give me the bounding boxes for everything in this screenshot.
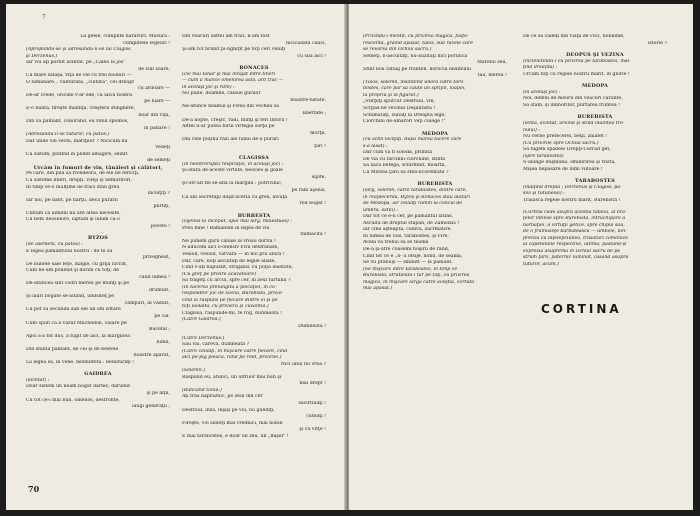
verse-line: încolţiţi ? [147, 191, 170, 197]
verse-line: Din veacuri astfel am trăit, n-am fost [182, 34, 270, 39]
stage-direction-line: (cu ochii loclţaţi, după marea tăcere care [363, 137, 462, 143]
page-number: 70 [28, 484, 40, 494]
stage-direction-line: (în acelaşi joc) : [523, 89, 561, 95]
verse-line: drumuri, [149, 287, 170, 293]
verse-line: Ascultă de dreptul stăpân, de Zamolxis ! [363, 220, 460, 226]
verse-line: Desfrâul, înză, înşişi pe voi, nu gândiţi, [182, 407, 275, 413]
verse-line: Dar tot ce e-n cer, pe pământul latins. [363, 214, 454, 220]
verse-line: Se vu prăbuşi — sminitt — la pământ. [363, 260, 453, 266]
verse-line: Cînd v-aţi năpustit, strigând, cu poţia însetate, [182, 265, 293, 271]
verse-line: Dar, care, noţi ascultaţi de legile aliate, [182, 258, 276, 264]
verse-line: Urcăm toţi cu regele nostru mărit, în glorie ! [523, 71, 630, 77]
verse-line: vedeţi [155, 145, 170, 151]
verse-line: şi cu vitţe ! [299, 427, 326, 433]
verse-line: Cînd tot ce e „n- u ofsije, nobil, de seamă, [363, 253, 463, 259]
verse-line: La geele, cumplite nărăvuri. Măsura : [80, 34, 170, 39]
speaker-name: GAIDREA [84, 371, 112, 378]
verse-line: Iar noi, pe bănt, pe harţii, deca purarii [26, 197, 118, 203]
verse-line: privegheat, [142, 255, 170, 261]
left-column-2 [182, 34, 326, 440]
verse-line: Trăiască regele nostru mărit, Burebista ! [523, 198, 621, 204]
verse-line: Prea bine ! Rămânem în legea de voi [182, 225, 270, 231]
stage-direction-line: Burebista, strutându-i tar pe toţi, cu privirea [363, 273, 470, 279]
curtain-heading: CORTINA [541, 302, 622, 316]
verse-line: Altfel n-ar putea birui virtegia sorţii pe [182, 124, 275, 130]
stage-direction-line: (Adresându-li-se tuturor, cu patos.) [26, 132, 110, 138]
stage-direction-line: la propriu şi la figurat.) [363, 92, 419, 98]
verse-line: Cum spun că a văzut Machedon, călare pe [26, 320, 127, 326]
stage-direction-line: de Medopa, iar ceilalţi rămîn la concul de [363, 201, 463, 207]
verse-line: cu ardoare — [138, 86, 170, 92]
verse-line: Că pot să secundă sub ele un om zdtare [26, 307, 121, 313]
left-page [6, 4, 346, 510]
verse-line: Ne-atunce neamul şi Firea din vechea sa [182, 104, 279, 110]
stage-direction-line: respondtor joc de scenă, Burebista, provo- [182, 291, 284, 297]
verse-line: noastre apărat, [133, 353, 170, 359]
speaker-name: BYZOS [88, 235, 108, 242]
stage-direction-line: (Către ceilalţi, în mişcare către fiecare, cînd [182, 348, 288, 354]
verse-line: Ciorchini de-amarori veţi culege !" [363, 119, 446, 125]
stage-direction-line: cind la răspuns pe fiecare dintre ei şi pe [182, 297, 278, 303]
verse-line: ispite, [311, 174, 326, 180]
right-column-1 [363, 34, 507, 293]
stage-direction-line: — cum îl mănce omenirea asta, ard trac — [182, 78, 284, 84]
verse-line: lumii, [156, 340, 170, 346]
verse-line: Şi-afară de-aceste vîrtute, neocies şi goale [182, 168, 283, 174]
verse-line: De-a nopte, creştc, radi, minţi şi feri întoru ! [182, 117, 288, 123]
stage-direction-line: rescentă, grăind apăsat, tăios, sub razele care [363, 40, 473, 46]
verse-line: Cum ne-am ponenit şi dorim cu toţi, de [26, 268, 120, 274]
page-top-mark: 7 [42, 14, 46, 21]
stage-direction-line: strum ţării, paternic luminat, căsănd asupra [523, 255, 629, 261]
verse-line: Din cele puţinu râzi ale lumii de-a purări [182, 137, 279, 143]
verse-line: Nici unul nu vrea ? [280, 361, 326, 367]
verse-line: Răspund eu, atunci, un ultriior mai bun şi [182, 374, 282, 380]
stage-direction-line: (În tăcerea prelungită a plecăţiei, în co- [182, 284, 277, 290]
verse-line: tău, mereu ! [477, 73, 507, 79]
verse-line: S-alunge duşmanii, sminirirea şi trista, [523, 160, 616, 166]
verse-line: pe cal. [154, 313, 170, 319]
verse-line: Apoi s-a tot dus, a fugit de aici, la marginea [26, 333, 130, 339]
verse-line: Iar voi aţi pornit avîntat, pe „Calea la jos" [26, 60, 126, 66]
right-page [349, 4, 693, 510]
verse-line: ţări ! [314, 143, 326, 149]
verse-line: Şi-am tot brănit pi-nghiţit pe toţi ceri veniţi [182, 47, 286, 53]
verse-line: de sub soare, [138, 66, 170, 72]
speaker-name: TARABOSTES [575, 178, 615, 185]
stage-direction-line: toţi laolaltă, cu priviera şi cuvântul.) [182, 304, 269, 310]
stage-direction-line: bostes, care par să caute un sprijin, loapoi, [363, 86, 466, 92]
verse-line: Să stăm, şi înnnoritor, purtarea fruntea ! [523, 102, 621, 108]
stage-direction-line: ţelor întinse spre Burebista, întruchipare a [523, 216, 626, 222]
verse-line: în pahare ! [143, 125, 170, 131]
verse-line: Pe care, din pila să frondeoră, de ele ne fericiţi, [26, 171, 140, 177]
verse-line: Clagissa, răspunde-mi, te rog, dumneata ! [182, 310, 283, 316]
verse-line: libertate ; [302, 111, 326, 117]
verse-line: Bucefal ; [149, 327, 170, 333]
stage-direction-line: (Solemn.) [182, 368, 205, 374]
verse-line: pe răni aşezai, [291, 188, 326, 194]
speaker-name: BUREBISTA [577, 114, 613, 121]
speaker-name: BURBESTA [237, 212, 271, 219]
verse-line: rod bogat ! [299, 201, 326, 207]
speaker-name: Urcăm în fumuri de vin, tânăleri şi călători, [33, 164, 163, 171]
verse-line: Dar cum va fi soloda, primită [363, 150, 433, 156]
verse-line: E mai tarabostes, e doar un zeu, un „mişel" ! [182, 433, 289, 439]
stage-direction-line: în reapiecerdă, Byzos şi Ronaces stau alături [363, 194, 470, 200]
verse-line: doar din viţă, [138, 112, 170, 118]
verse-line: De bunele sale feţe, magie, cu grijă lucrat, [26, 261, 128, 267]
verse-line: De-a şi-atre coasemi noşirii de rând, [363, 246, 450, 252]
verse-line: Marelui zeu, [477, 60, 507, 66]
stage-direction-line: tuturor, acum.) [523, 261, 559, 267]
verse-line: Cu tot ce-i mai bun, omenos, desfrofite, [26, 397, 120, 403]
stage-direction-line: (Cu greţ pe privire acuzatoare) [182, 271, 257, 277]
verse-line: tălmăcită ! [300, 232, 326, 238]
verse-line: Că sistem, plutind în plimb-amăgire, seînlt [26, 151, 128, 157]
verse-line: Vesiod, vesiod, vărvară — în noi pra ulură ! [182, 251, 285, 257]
stage-direction-line: la căpetenille respective, ultima, păstând-și [523, 242, 627, 248]
stage-direction-line: (înălţînd dreptă ; Derzenus şi Clagiss, pa- [523, 184, 622, 190]
verse-line: „Stîrpiţi spurcat Desfrâul, vin, [363, 99, 435, 105]
verse-line: Nu pune, doamne, călăue gurilor [182, 91, 261, 97]
verse-line: Din va pământ, coborând, ea vinul spomos, [26, 119, 129, 125]
stage-direction-line: magică, în mişcare largă către aceştia, cortuta [363, 279, 475, 285]
stage-direction-line: se revarsă din Ochiul sacru.) [363, 47, 432, 53]
verse-line: O lumânare... vânturată, „ciutată", cei dreapt [26, 79, 135, 85]
verse-line: De ce să cădeţi din viaţa de voci, nobilime, [523, 34, 625, 39]
stage-direction-line: (Cu privirile spre Ochiul sacru.) [523, 140, 599, 146]
verse-line: Sau vai, careva, dumneata ? [182, 342, 250, 348]
verse-line: Dumneata ! [298, 323, 326, 329]
verse-line: Ca ani secretupi duşd-aceria cu grea, învaţă [182, 194, 288, 200]
stage-direction-line: (Către Gaidrea.) [182, 317, 221, 323]
verse-line: Fireşte, voi slăteţi mai vrednici, mai nobili [182, 420, 283, 426]
verse-line: noastre-nstate, [290, 97, 326, 103]
stage-direction-line: (lentă, avîntat, ureînd şi stînd înaintea tro- [523, 121, 625, 127]
stage-direction-line: sivi şi tutunessi) : [523, 191, 565, 197]
stage-direction-line: prenză cu înţelepciunea, trăsături comonice [523, 235, 628, 241]
verse-line: Semeţi, n-ascultaţi, nu-auzitaţi nici porunca [363, 53, 468, 59]
verse-line: Scrpăs-ne vecinul Deşântista ! [363, 106, 436, 112]
stage-direction-line: umbră, ostili) : [363, 207, 398, 213]
stage-direction-line: s-a lăsat) : [363, 143, 388, 149]
stage-direction-line: (avîntat) : [26, 377, 50, 383]
left-column-1 [26, 34, 170, 411]
verse-line: Nu cerbe pretecerei, beţii, zaiafet ! [523, 134, 608, 140]
stage-direction-line: (înclenitindu-i cu privirea pe tarabostes, înăl- [523, 58, 631, 64]
speaker-name: BUREBISTA [417, 181, 453, 188]
speaker-name: CLAGISSA [239, 155, 269, 162]
stage-direction-line: (Ridicând tonul.) [182, 387, 222, 393]
verse-line: Şi-utr-alt fel se-afla la margini : potrivinic, [182, 181, 283, 187]
speaker-name: RONACES [239, 65, 269, 72]
stage-direction-line: aici pe-pig pleacă, rând pe rînd, privirile.) [182, 355, 282, 361]
verse-line: Noi, demni de meurii din veacuri cărunte, [523, 96, 623, 102]
stage-direction-line: (Se mişcare între tarabostes, în timp ce [363, 266, 458, 272]
stage-direction-line: de o frumuseţe bărbătească — umbele, bin- [523, 229, 627, 235]
verse-line: N-aducem aici o-ofensiv Firii desfrânate, [182, 245, 279, 251]
verse-line: E legea pământului nostru : de fii să [26, 248, 113, 254]
verse-line: cuteaţi ! [306, 414, 326, 420]
verse-line: Schimataţi, sunaţi la Dreapta lege, [363, 112, 446, 118]
stage-direction-line: (Cortina cade asupra acestui tablou, al bra- [523, 209, 627, 215]
verse-line: Doar sistem un neam bogat dărnic, dăruind [26, 384, 130, 390]
stage-direction-line: (spre tarabostes) [523, 153, 564, 159]
stage-direction-line: (larg, solemn, către tarabostes, dintre care, [363, 188, 467, 194]
verse-line: De-ar crede, oricine v-ar ede, că laiva nostră [26, 92, 133, 98]
verse-line: povete ! [150, 223, 170, 229]
stage-direction-line: (Apropiindu-se şi adresându-li-se lui Clagiss [26, 47, 131, 53]
verse-line: Ca mare sălaşă, viţa de vie cu trei bioduri — [26, 73, 132, 79]
verse-line: şi pe alţii, [146, 390, 170, 396]
stage-direction-line: (Tăios, solemn, însinitind unora către taro- [363, 79, 465, 85]
verse-line: În lumea de Sus, tarabostes, şi Fire, [363, 233, 449, 239]
verse-line: Că bem deosebire, laptăm şi iubim ca-o [26, 217, 120, 223]
verse-line: E-o bântă, fireşte măldiţă, creşterii stinghere, [26, 106, 136, 112]
right-column-2 [523, 34, 667, 269]
verse-line: laugi generaţii ; [132, 404, 170, 410]
speaker-name: MEDOPA [422, 130, 448, 137]
verse-line: Aţi tras năpraznic, pe zeul din cer [182, 394, 263, 400]
verse-line: Să trageţi cu arcul, spre cer, în zeul furtunii ? [182, 278, 291, 284]
verse-line: De via cu farcinni-ciorchine, sfîntă [363, 156, 446, 162]
stage-direction-line: ţînd dreapta) : [523, 65, 558, 71]
verse-line: când lumea ! [139, 274, 170, 280]
verse-line: nicicădată calici, [285, 40, 326, 46]
stage-direction-line: (vijelios la început, apoi mai larg, maiestuos) : [182, 219, 292, 225]
verse-line: purtiţi, [153, 204, 170, 210]
verse-line: câmpuri, în vaduri, [124, 300, 170, 306]
verse-line: Mişea nepăsare de lumi viitoare ! [523, 166, 603, 172]
verse-line: Ne punem gurii călușe la vreau dorită ! [182, 238, 276, 244]
verse-line: Acela va trebui să se teamă [363, 240, 429, 246]
verse-line: cumplitele legeuri ! [123, 40, 170, 46]
verse-line: Iar cine aşteaptă, cumva, zăcrmătire, [363, 227, 452, 233]
verse-line: istorie ? [647, 40, 667, 46]
stage-direction-line: mai apăsat.) [363, 286, 393, 292]
speaker-name: DEOPUS ŞI VEZINA [566, 52, 624, 59]
stage-direction-line: (Privindu-i mentit, cu privirea magică, fasfo- [363, 34, 469, 39]
verse-line: În timp ce-o mulţime de traci stau greu [26, 184, 120, 190]
verse-line: cu sila aici ! [297, 53, 326, 59]
stage-direction-line: (Către Derzenus.) [182, 335, 225, 341]
verse-line: De-atuncea sînt codri mereu pe munţi şi pe [26, 281, 130, 287]
stage-direction-line: şi Derzenus.) [26, 53, 58, 59]
stage-direction-line: în acelaşi joc şi ritm) : [182, 84, 235, 90]
verse-line: Să fugem spadele Drepţi-Cerrad get, [523, 147, 611, 153]
stage-direction-line: expresia asupremă în Ochiul sacru de pe [523, 248, 621, 254]
verse-line: Dar unde vin vechi, măriţilor ? Nicicum nu [26, 138, 128, 144]
verse-line: Sfînt nou tatuaj pe frunten, norocul neamului [363, 66, 472, 72]
verse-line: mai drept ! [299, 381, 326, 387]
verse-line: pe luare — [144, 99, 170, 105]
stage-direction-line: bărbăţiei, a virtuţii getice, spre chipul său, [523, 222, 625, 228]
stage-direction-line: (de asemeni, cu patos) : [26, 241, 83, 247]
verse-line: de semeţi [146, 158, 170, 164]
verse-line: La legea sa, în vene, nesmintită : neînduraţi ! [26, 359, 135, 365]
verse-line: Din sfânta pământ, de cei şi de bestele [26, 346, 119, 352]
verse-line: Că sisteme liberi, drepţi, viteji şi nemuritori, [26, 178, 132, 184]
stage-direction-line: (cel mai tânăr şi mai înrăjat între tineri [182, 71, 276, 77]
verse-line: morţii, [310, 130, 326, 136]
verse-line: săvirtinaţi ! [298, 400, 326, 406]
verse-line: Cintăm că uimeni nu are altea necesite, [26, 210, 121, 216]
speaker-name: MEDOPA [582, 83, 608, 90]
stage-direction-line: nului) : [523, 127, 540, 133]
stage-direction-line: (în neîntreruptă respiraţie, în acelaşi joc) : [182, 161, 284, 167]
verse-line: Să zacă betegă, schirmnit, moartă, [363, 163, 446, 169]
verse-line: Şi lauri bogate se-aitand, undsiteţ pe [26, 294, 114, 300]
verse-line: Ca Mintea ţării să stea-ncorentată ? [363, 169, 449, 175]
